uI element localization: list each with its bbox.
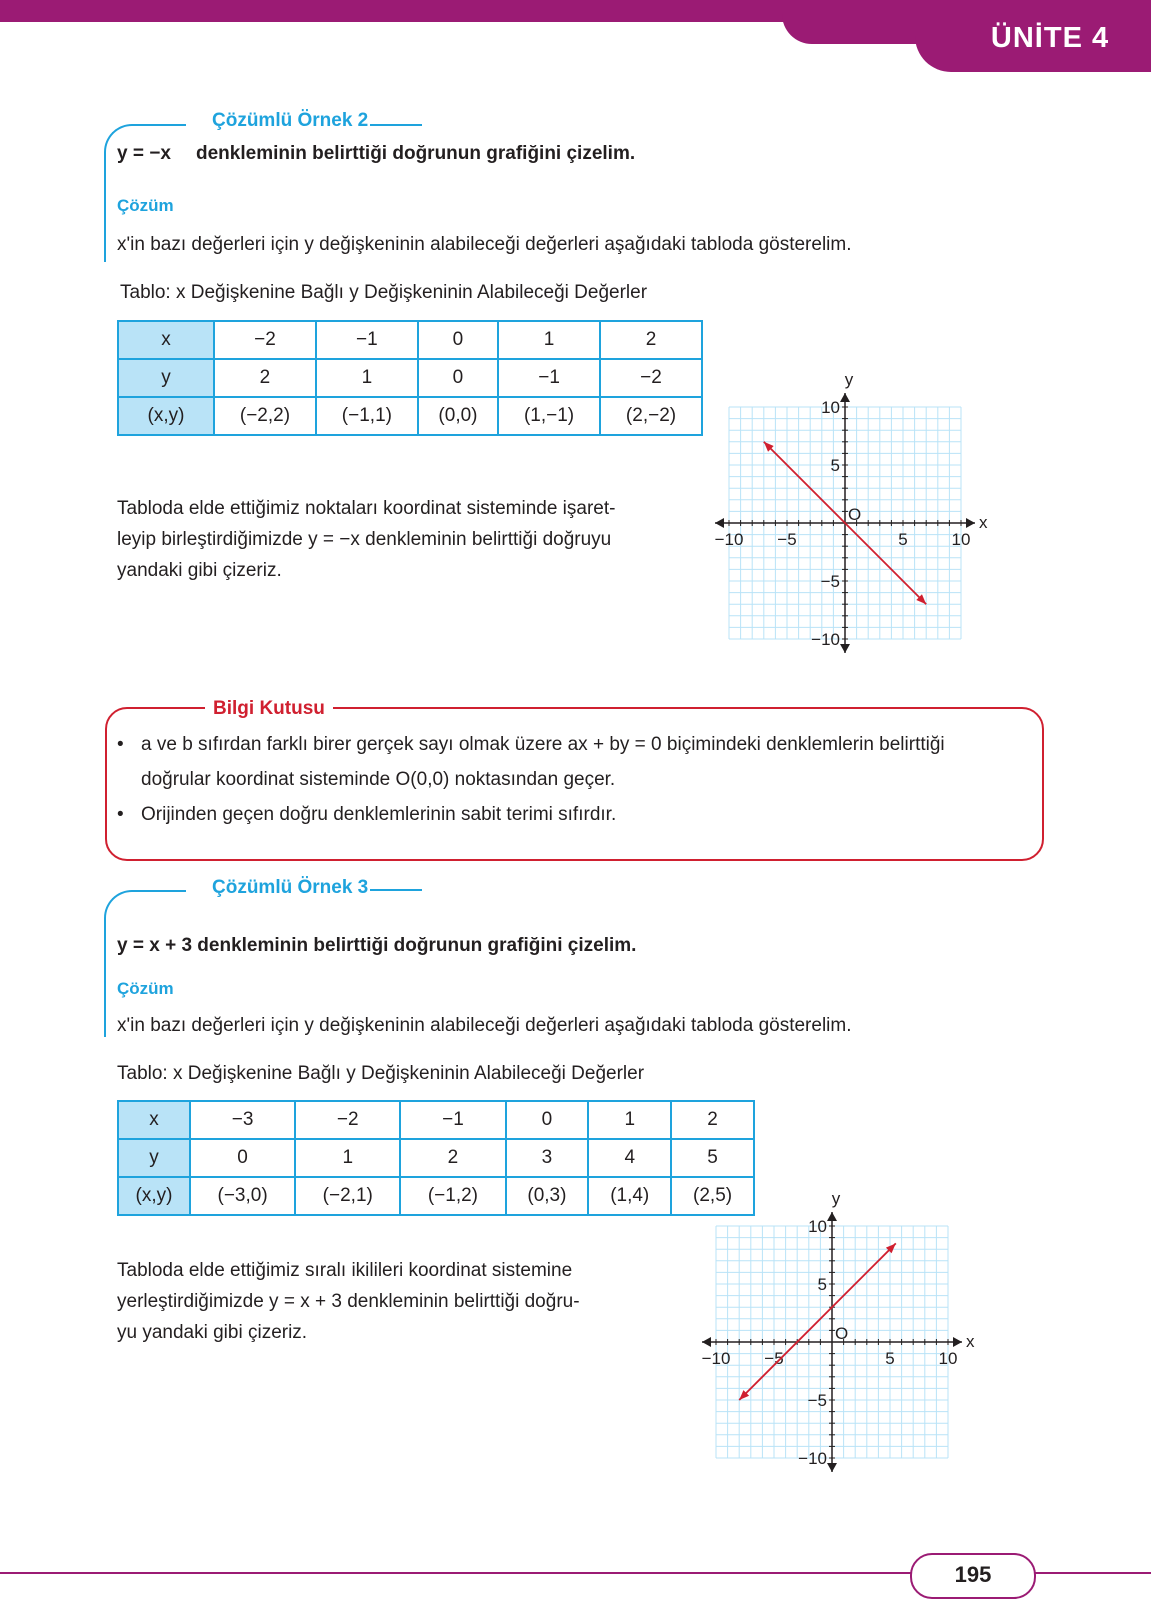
explanation-line: yu yandaki gibi çizeriz. — [117, 1322, 308, 1343]
x-tick-label: 5 — [898, 530, 908, 549]
y-tick-label: −5 — [807, 1391, 827, 1410]
table-cell: 2 — [400, 1139, 505, 1177]
example3-intro: x'in bazı değerleri için y değişkeninin alabileceği değerleri aşağıdaki tabloda gösterelim. — [117, 1015, 852, 1036]
table-cell: (−1,2) — [400, 1177, 505, 1215]
table-cell: −2 — [295, 1101, 400, 1139]
table-cell: 1 — [498, 321, 600, 359]
example2-task: denkleminin belirttiği doğrunun grafiğini çizelim. — [196, 143, 636, 164]
table-cell: (2,5) — [671, 1177, 754, 1215]
origin-label: O — [835, 1324, 849, 1343]
example2-graph — [714, 370, 1025, 683]
table-row — [118, 1101, 754, 1139]
explanation-line: Tabloda elde ettiğimiz sıralı ikilileri koordinat sistemine — [117, 1260, 573, 1281]
table-cell: 0 — [506, 1101, 589, 1139]
y-axis-arrow-icon — [827, 1212, 837, 1221]
x-axis-arrow-icon — [953, 1337, 962, 1347]
x-axis-arrow-icon — [702, 1337, 711, 1347]
y-axis-arrow-icon — [840, 393, 850, 402]
y-tick-label: −5 — [820, 572, 840, 591]
table-row — [118, 397, 702, 435]
x-tick-label: 10 — [951, 530, 971, 549]
table-cell: 2 — [214, 359, 316, 397]
list-item — [117, 762, 1037, 797]
example3-title: Çözümlü Örnek 3 — [212, 877, 369, 898]
table-cell: −2 — [214, 321, 316, 359]
table-cell: 5 — [671, 1139, 754, 1177]
example2-title: Çözümlü Örnek 2 — [212, 110, 369, 131]
explanation-line: leyip birleştirdiğimizde y = −x denkleminin belirttiği doğruyu — [117, 529, 612, 550]
table-cell: 3 — [506, 1139, 589, 1177]
table-row — [118, 1139, 754, 1177]
y-tick-label: −10 — [798, 1449, 827, 1468]
table-cell: 0 — [418, 359, 498, 397]
y-axis-label: y — [844, 370, 854, 389]
example2-explanation — [117, 493, 687, 586]
example2-table — [117, 320, 703, 436]
y-tick-label: 5 — [830, 456, 840, 475]
example3-explanation — [117, 1255, 677, 1348]
explanation-line: yerleştirdiğimizde y = x + 3 denkleminin belirttiği doğru- — [117, 1291, 580, 1312]
table-cell: (1,4) — [588, 1177, 671, 1215]
table-cell: (x,y) — [118, 1177, 190, 1215]
table-cell: (−3,0) — [190, 1177, 295, 1215]
y-tick-label: 5 — [817, 1275, 827, 1294]
example2-title-rule — [370, 124, 422, 126]
table-cell: 1 — [295, 1139, 400, 1177]
x-tick-label: −5 — [764, 1349, 784, 1368]
example3-table — [117, 1100, 755, 1216]
table-cell: x — [118, 1101, 190, 1139]
x-axis-arrow-icon — [715, 518, 724, 528]
table-cell: (x,y) — [118, 397, 214, 435]
x-tick-label: −10 — [701, 1349, 731, 1368]
list-item-text: doğrular koordinat sisteminde O(0,0) noktasından geçer. — [141, 769, 616, 790]
table-cell: −2 — [600, 359, 702, 397]
table-cell: −1 — [316, 321, 418, 359]
table-cell: y — [118, 359, 214, 397]
table-cell: 1 — [316, 359, 418, 397]
list-item-text: a ve b sıfırdan farklı birer gerçek sayı olmak üzere ax + by = 0 biçimindeki denklemlerin belirttiği — [141, 734, 945, 755]
explanation-line: Tabloda elde ettiğimiz noktaları koordinat sisteminde işaret- — [117, 498, 616, 519]
bullet-icon: • — [117, 734, 124, 755]
table-cell: −1 — [498, 359, 600, 397]
table-cell: x — [118, 321, 214, 359]
y-tick-label: −10 — [811, 630, 840, 649]
x-tick-label: −5 — [777, 530, 797, 549]
table-cell: (−2,1) — [295, 1177, 400, 1215]
table-cell: 4 — [588, 1139, 671, 1177]
table-cell: (−1,1) — [316, 397, 418, 435]
x-axis-label: x — [979, 513, 988, 532]
example2-equation: y = −x — [117, 143, 171, 164]
origin-label: O — [848, 505, 862, 524]
table-cell: (−2,2) — [214, 397, 316, 435]
list-item-text: Orijinden geçen doğru denklemlerinin sabit terimi sıfırdır. — [141, 804, 617, 825]
x-tick-label: 5 — [885, 1349, 895, 1368]
table-row — [118, 321, 702, 359]
x-axis-label: x — [966, 1332, 975, 1351]
y-axis-arrow-icon — [827, 1463, 837, 1472]
table-cell: −3 — [190, 1101, 295, 1139]
y-tick-label: 10 — [808, 1217, 827, 1236]
table-row — [118, 1177, 754, 1215]
table-cell: (1,−1) — [498, 397, 600, 435]
y-tick-label: 10 — [821, 398, 840, 417]
x-tick-label: 10 — [938, 1349, 958, 1368]
table-cell: 0 — [418, 321, 498, 359]
table-cell: 0 — [190, 1139, 295, 1177]
table-cell: (0,0) — [418, 397, 498, 435]
example3-table-caption: Tablo: x Değişkenine Bağlı y Değişkeninin Alabileceği Değerler — [117, 1063, 645, 1084]
unit-label: ÜNİTE 4 — [990, 22, 1110, 54]
y-axis-arrow-icon — [840, 644, 850, 653]
example2-solution-label: Çözüm — [117, 196, 174, 215]
table-cell: 2 — [671, 1101, 754, 1139]
info-box-title: Bilgi Kutusu — [205, 698, 333, 720]
table-cell: 1 — [588, 1101, 671, 1139]
list-item — [117, 797, 1037, 832]
example3-title-rule — [370, 889, 422, 891]
table-cell: 2 — [600, 321, 702, 359]
table-row — [118, 359, 702, 397]
example3-task: y = x + 3 denkleminin belirttiği doğrunun grafiğini çizelim. — [117, 935, 637, 956]
info-box-list — [117, 727, 1037, 832]
explanation-line: yandaki gibi çizeriz. — [117, 560, 282, 581]
table-cell: y — [118, 1139, 190, 1177]
x-axis-arrow-icon — [966, 518, 975, 528]
example2-table-caption: Tablo: x Değişkenine Bağlı y Değişkeninin Alabileceği Değerler — [120, 282, 648, 303]
page-number: 195 — [954, 1562, 992, 1587]
table-cell: −1 — [400, 1101, 505, 1139]
list-item — [117, 727, 1037, 762]
x-tick-label: −10 — [714, 530, 744, 549]
table-cell: (2,−2) — [600, 397, 702, 435]
y-axis-label: y — [831, 1189, 841, 1208]
example2-intro: x'in bazı değerleri için y değişkeninin alabileceği değerleri aşağıdaki tabloda gösterelim. — [117, 234, 852, 255]
table-cell: (0,3) — [506, 1177, 589, 1215]
example3-solution-label: Çözüm — [117, 979, 174, 998]
bullet-icon: • — [117, 804, 124, 825]
